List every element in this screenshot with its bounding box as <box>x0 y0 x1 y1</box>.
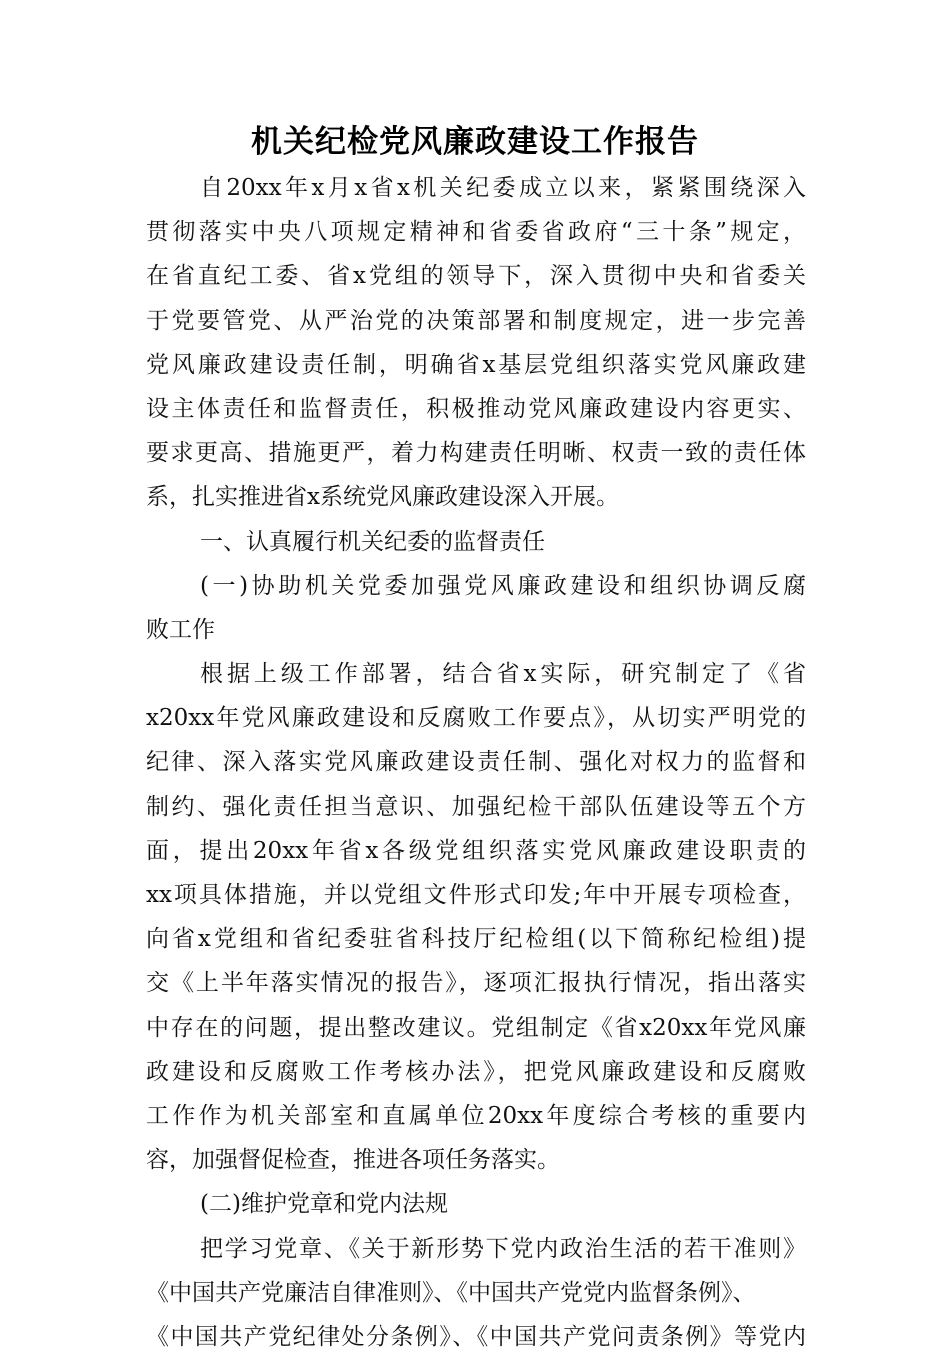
body-text-line: 自20xx年x月x省x机关纪委成立以来，紧紧围绕深入 <box>200 175 806 201</box>
body-text-line: 一、认真履行机关纪委的监督责任 <box>200 528 545 555</box>
body-text-line: (一)协助机关党委加强党风廉政建设和组织协调反腐 <box>200 572 806 599</box>
body-text-line: 败工作 <box>146 616 215 643</box>
body-text-line: 《中国共产党廉洁自律准则》、《中国共产党党内监督条例》、 <box>146 1279 756 1306</box>
body-text-line: 把学习党章、《关于新形势下党内政治生活的若干准则》 <box>200 1235 806 1262</box>
body-text-line: 根据上级工作部署，结合省x实际，研究制定了《省 <box>200 661 806 688</box>
body-text-line: 向省x党组和省纪委驻省科技厅纪检组(以下简称纪检组)提 <box>146 926 806 953</box>
document-body <box>146 166 806 1359</box>
body-text-line: x20xx年党风廉政建设和反腐败工作要点》，从切实严明党的 <box>146 705 806 732</box>
body-text-line: 制约、强化责任担当意识、加强纪检干部队伍建设等五个方 <box>146 793 806 820</box>
body-text-line: 《中国共产党纪律处分条例》、《中国共产党问责条例》等党内 <box>146 1323 806 1350</box>
body-text-line: 贯彻落实中央八项规定精神和省委省政府“三十条”规定， <box>146 219 806 246</box>
body-text-line: 工作作为机关部室和直属单位20xx年度综合考核的重要内 <box>146 1102 806 1129</box>
body-text-line: 系，扎实推进省x系统党风廉政建设深入开展。 <box>146 484 619 511</box>
body-text-line: 政建设和反腐败工作考核办法》，把党风廉政建设和反腐败 <box>146 1058 806 1085</box>
body-text-line: (二)维护党章和党内法规 <box>200 1191 448 1218</box>
body-text-line: 中存在的问题，提出整改建议。党组制定《省x20xx年党风廉 <box>146 1014 806 1041</box>
body-text-line: 纪律、深入落实党风廉政建设责任制、强化对权力的监督和 <box>146 749 806 776</box>
body-text-line: 要求更高、措施更严，着力构建责任明晰、权责一致的责任体 <box>146 440 806 467</box>
body-text-line: 容，加强督促检查，推进各项任务落实。 <box>146 1147 560 1174</box>
body-text-line: 面，提出20xx年省x各级党组织落实党风廉政建设职责的 <box>146 837 806 864</box>
body-text-line: xx项具体措施，并以党组文件形式印发;年中开展专项检查， <box>146 882 806 908</box>
body-text-line: 党风廉政建设责任制，明确省x基层党组织落实党风廉政建 <box>146 351 806 378</box>
body-text-line: 于党要管党、从严治党的决策部署和制度规定，进一步完善 <box>146 307 806 334</box>
document-title: 机关纪检党风廉政建设工作报告 <box>251 124 699 160</box>
body-text-line: 设主体责任和监督责任，积极推动党风廉政建设内容更实、 <box>146 395 806 422</box>
body-text-line: 交《上半年落实情况的报告》，逐项汇报执行情况，指出落实 <box>146 970 806 997</box>
body-text-line: 在省直纪工委、省x党组的领导下，深入贯彻中央和省委关 <box>146 263 806 290</box>
